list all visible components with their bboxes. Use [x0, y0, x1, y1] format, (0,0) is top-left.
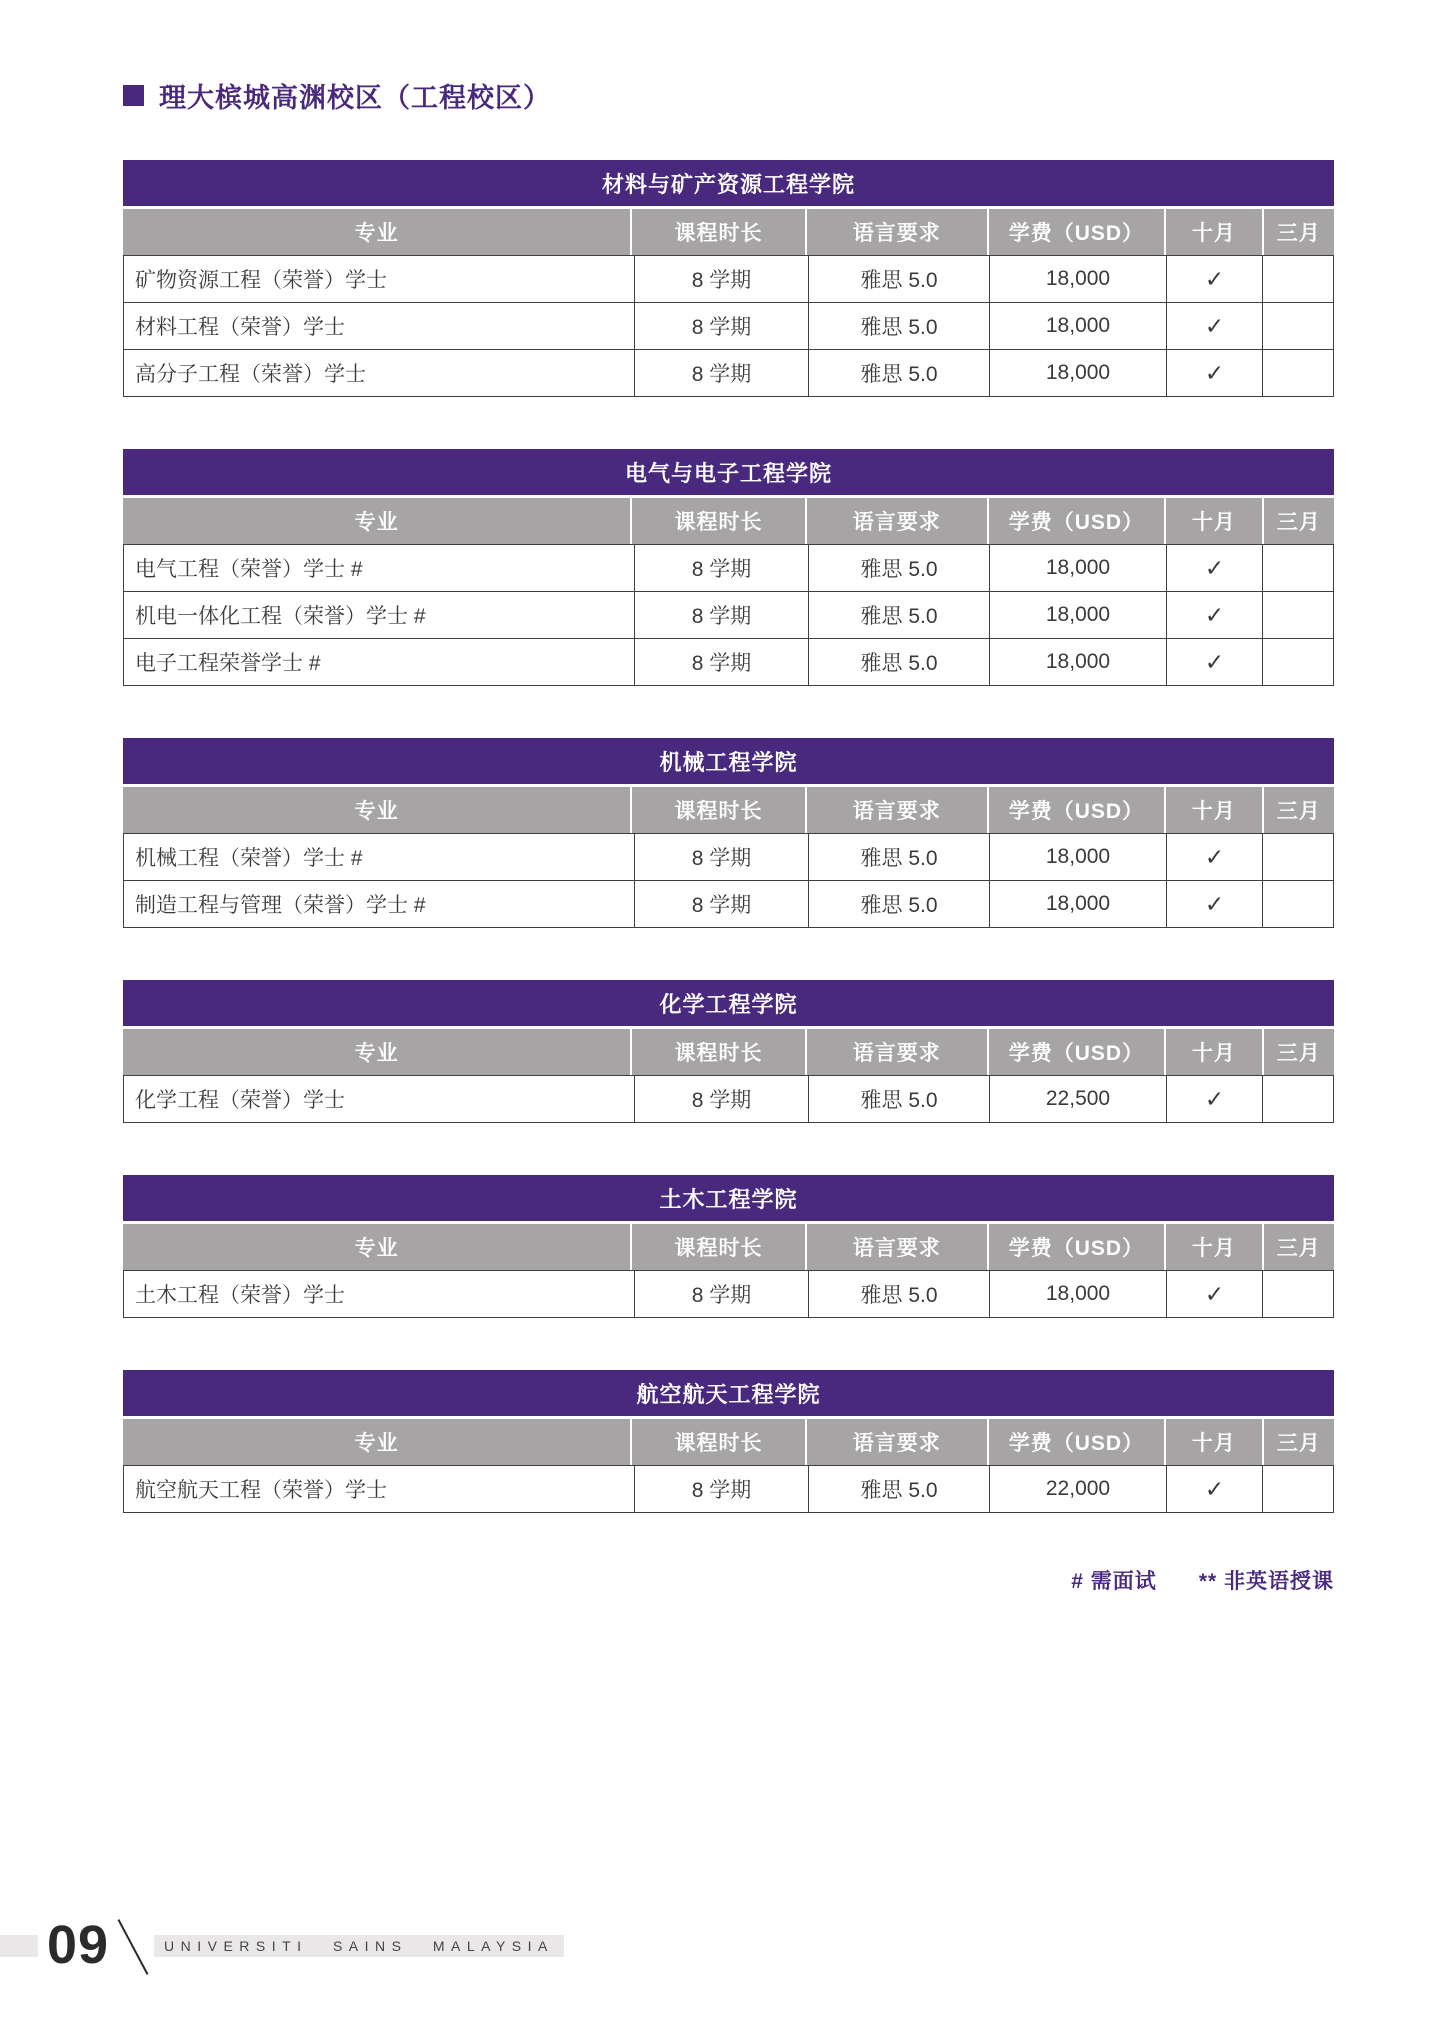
school-table — [123, 160, 1334, 397]
duration-cell: 8 学期 — [635, 881, 809, 927]
column-header-duration: 课程时长 — [632, 787, 805, 833]
fee-cell: 18,000 — [990, 350, 1167, 396]
duration-cell: 8 学期 — [635, 1076, 809, 1122]
table-row — [123, 834, 1334, 881]
major-cell: 制造工程与管理（荣誉）学士 # — [124, 881, 635, 927]
column-header-language: 语言要求 — [807, 1029, 987, 1075]
column-header-october: 十月 — [1166, 1419, 1261, 1465]
column-header-language: 语言要求 — [807, 1419, 987, 1465]
major-cell: 高分子工程（荣誉）学士 — [124, 350, 635, 396]
fee-cell: 22,000 — [990, 1466, 1167, 1512]
column-header-march: 三月 — [1264, 1029, 1334, 1075]
column-header-october: 十月 — [1166, 1224, 1261, 1270]
october-cell: ✓ — [1167, 639, 1263, 685]
october-cell: ✓ — [1167, 881, 1263, 927]
fee-cell: 18,000 — [990, 881, 1167, 927]
major-cell: 电气工程（荣誉）学士 # — [124, 545, 635, 591]
page-title-text: 理大槟城高渊校区（工程校区） — [159, 82, 551, 113]
column-header-october: 十月 — [1166, 209, 1261, 255]
fee-cell: 18,000 — [990, 834, 1167, 880]
school-name-header: 机械工程学院 — [123, 738, 1334, 784]
october-cell: ✓ — [1167, 303, 1263, 349]
major-cell: 化学工程（荣誉）学士 — [124, 1076, 635, 1122]
duration-cell: 8 学期 — [635, 1466, 809, 1512]
march-cell — [1263, 303, 1334, 349]
duration-cell: 8 学期 — [635, 256, 809, 302]
column-header-fee: 学费（USD） — [989, 498, 1165, 544]
major-cell: 矿物资源工程（荣誉）学士 — [124, 256, 635, 302]
column-header-march: 三月 — [1264, 498, 1334, 544]
table-rows — [123, 1270, 1334, 1318]
column-header-major: 专业 — [123, 1029, 630, 1075]
column-header-row — [123, 498, 1334, 544]
table-rows — [123, 1075, 1334, 1123]
column-header-duration: 课程时长 — [632, 498, 805, 544]
school-name-header: 航空航天工程学院 — [123, 1370, 1334, 1416]
fee-cell: 18,000 — [990, 545, 1167, 591]
march-cell — [1263, 1076, 1334, 1122]
table-row — [123, 881, 1334, 928]
october-cell: ✓ — [1167, 545, 1263, 591]
school-table — [123, 449, 1334, 686]
column-header-major: 专业 — [123, 1224, 630, 1270]
major-cell: 机械工程（荣誉）学士 # — [124, 834, 635, 880]
major-cell: 航空航天工程（荣誉）学士 — [124, 1466, 635, 1512]
major-cell: 材料工程（荣誉）学士 — [124, 303, 635, 349]
duration-cell: 8 学期 — [635, 303, 809, 349]
major-cell: 电子工程荣誉学士 # — [124, 639, 635, 685]
page-footer — [0, 1916, 560, 1986]
march-cell — [1263, 545, 1334, 591]
duration-cell: 8 学期 — [635, 592, 809, 638]
column-header-row — [123, 1419, 1334, 1465]
language-cell: 雅思 5.0 — [809, 592, 990, 638]
duration-cell: 8 学期 — [635, 834, 809, 880]
footnote-interview: # 需面试 — [1071, 1570, 1157, 1593]
language-cell: 雅思 5.0 — [809, 256, 990, 302]
footer-left-strip — [0, 1935, 38, 1957]
school-table — [123, 1370, 1334, 1513]
major-cell: 机电一体化工程（荣誉）学士 # — [124, 592, 635, 638]
duration-cell: 8 学期 — [635, 545, 809, 591]
march-cell — [1263, 881, 1334, 927]
language-cell: 雅思 5.0 — [809, 639, 990, 685]
language-cell: 雅思 5.0 — [809, 545, 990, 591]
column-header-march: 三月 — [1264, 1419, 1334, 1465]
column-header-fee: 学费（USD） — [989, 1419, 1165, 1465]
table-row — [123, 1076, 1334, 1123]
language-cell: 雅思 5.0 — [809, 350, 990, 396]
duration-cell: 8 学期 — [635, 1271, 809, 1317]
column-header-march: 三月 — [1264, 1224, 1334, 1270]
column-header-october: 十月 — [1166, 1029, 1261, 1075]
school-table — [123, 980, 1334, 1123]
march-cell — [1263, 1466, 1334, 1512]
language-cell: 雅思 5.0 — [809, 1466, 990, 1512]
table-row — [123, 350, 1334, 397]
column-header-fee: 学费（USD） — [989, 1029, 1165, 1075]
language-cell: 雅思 5.0 — [809, 881, 990, 927]
column-header-major: 专业 — [123, 498, 630, 544]
language-cell: 雅思 5.0 — [809, 1271, 990, 1317]
column-header-duration: 课程时长 — [632, 1419, 805, 1465]
october-cell: ✓ — [1167, 1271, 1263, 1317]
column-header-october: 十月 — [1166, 498, 1261, 544]
column-header-row — [123, 787, 1334, 833]
backslash-divider-icon — [118, 1919, 149, 1975]
table-rows — [123, 1465, 1334, 1513]
duration-cell: 8 学期 — [635, 639, 809, 685]
page-title — [123, 80, 1334, 113]
column-header-row — [123, 1224, 1334, 1270]
column-header-major: 专业 — [123, 1419, 630, 1465]
footnotes — [123, 1565, 1334, 1595]
column-header-language: 语言要求 — [807, 1224, 987, 1270]
column-header-language: 语言要求 — [807, 498, 987, 544]
school-table — [123, 738, 1334, 928]
language-cell: 雅思 5.0 — [809, 1076, 990, 1122]
column-header-march: 三月 — [1264, 209, 1334, 255]
table-row — [123, 303, 1334, 350]
tables-container — [123, 160, 1334, 1513]
october-cell: ✓ — [1167, 256, 1263, 302]
column-header-language: 语言要求 — [807, 209, 987, 255]
table-row — [123, 1271, 1334, 1318]
column-header-march: 三月 — [1264, 787, 1334, 833]
column-header-fee: 学费（USD） — [989, 787, 1165, 833]
school-name-header: 化学工程学院 — [123, 980, 1334, 1026]
table-row — [123, 256, 1334, 303]
october-cell: ✓ — [1167, 834, 1263, 880]
table-rows — [123, 833, 1334, 928]
school-name-header: 材料与矿产资源工程学院 — [123, 160, 1334, 206]
october-cell: ✓ — [1167, 592, 1263, 638]
column-header-major: 专业 — [123, 787, 630, 833]
duration-cell: 8 学期 — [635, 350, 809, 396]
column-header-fee: 学费（USD） — [989, 1224, 1165, 1270]
footnote-non-english: ** 非英语授课 — [1198, 1570, 1334, 1593]
table-row — [123, 1466, 1334, 1513]
fee-cell: 22,500 — [990, 1076, 1167, 1122]
page-number: 09 — [47, 1915, 110, 1975]
school-table — [123, 1175, 1334, 1318]
march-cell — [1263, 1271, 1334, 1317]
language-cell: 雅思 5.0 — [809, 834, 990, 880]
march-cell — [1263, 592, 1334, 638]
october-cell: ✓ — [1167, 1076, 1263, 1122]
column-header-language: 语言要求 — [807, 787, 987, 833]
fee-cell: 18,000 — [990, 592, 1167, 638]
fee-cell: 18,000 — [990, 1271, 1167, 1317]
table-rows — [123, 544, 1334, 686]
table-rows — [123, 255, 1334, 397]
fee-cell: 18,000 — [990, 256, 1167, 302]
column-header-fee: 学费（USD） — [989, 209, 1165, 255]
school-name-header: 土木工程学院 — [123, 1175, 1334, 1221]
language-cell: 雅思 5.0 — [809, 303, 990, 349]
fee-cell: 18,000 — [990, 303, 1167, 349]
fee-cell: 18,000 — [990, 639, 1167, 685]
table-row — [123, 639, 1334, 686]
march-cell — [1263, 639, 1334, 685]
column-header-row — [123, 1029, 1334, 1075]
university-name: UNIVERSITI SAINS MALAYSIA — [154, 1935, 564, 1957]
october-cell: ✓ — [1167, 1466, 1263, 1512]
page-content — [123, 80, 1334, 1595]
title-bullet-icon — [123, 85, 144, 106]
table-row — [123, 592, 1334, 639]
column-header-october: 十月 — [1166, 787, 1261, 833]
column-header-duration: 课程时长 — [632, 1224, 805, 1270]
october-cell: ✓ — [1167, 350, 1263, 396]
school-name-header: 电气与电子工程学院 — [123, 449, 1334, 495]
march-cell — [1263, 256, 1334, 302]
column-header-duration: 课程时长 — [632, 209, 805, 255]
table-row — [123, 545, 1334, 592]
march-cell — [1263, 834, 1334, 880]
column-header-row — [123, 209, 1334, 255]
march-cell — [1263, 350, 1334, 396]
column-header-duration: 课程时长 — [632, 1029, 805, 1075]
column-header-major: 专业 — [123, 209, 630, 255]
major-cell: 土木工程（荣誉）学士 — [124, 1271, 635, 1317]
